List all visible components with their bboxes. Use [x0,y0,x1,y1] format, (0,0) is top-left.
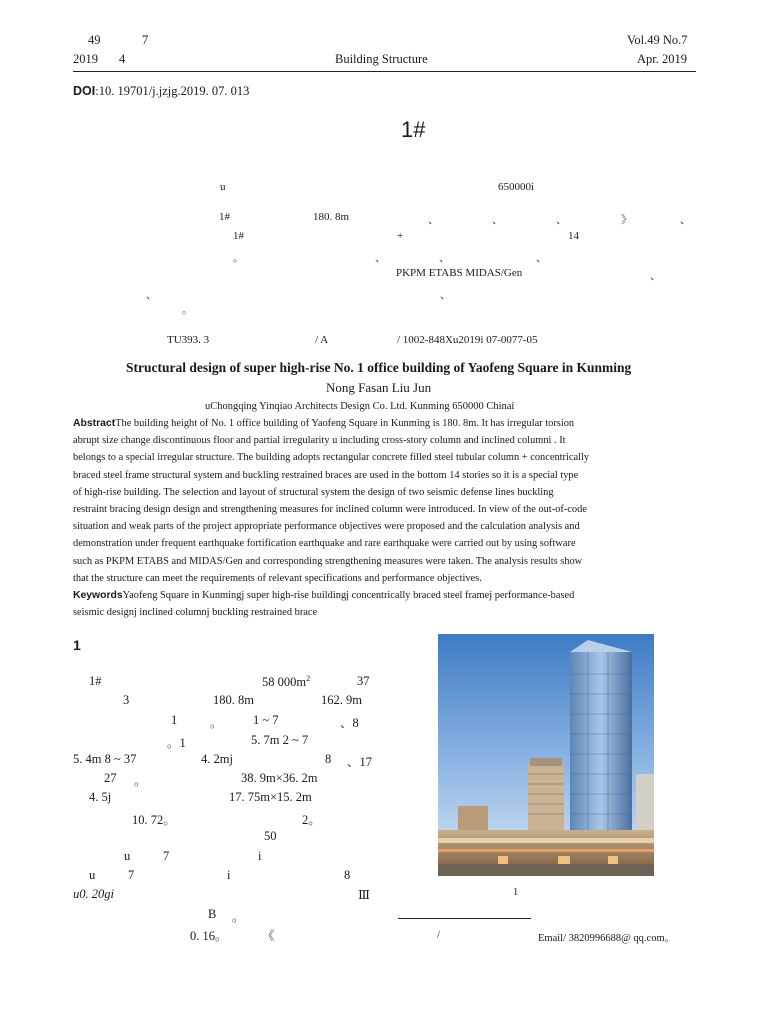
header-issue: 7 [142,33,149,47]
body-fragment: 1 ~ 7 [253,713,279,727]
building-photo [438,634,654,876]
cn-abs-fragment: 、 [492,214,503,226]
en-affiliation: uChongqing Yinqiao Architects Design Co. Ltd. Kunming 650000 Chinai [205,401,515,412]
body-fragment: u [124,849,131,863]
document-code: / A [315,334,329,346]
body-fragment: 、17 [347,755,373,769]
body-fragment: 4. 5j [89,790,112,804]
footnote-rule [398,918,531,919]
cn-abs-fragment: 、 [439,252,450,264]
keywords-label: Keywords [73,590,123,602]
cn-abs-fragment: 》 [621,214,632,226]
body-fragment: 、8 [340,716,359,730]
cn-abs-fragment: 、 [556,214,567,226]
body-fragment: 。 [134,774,147,788]
cn-abs-fragment: 、 [428,214,439,226]
cn-abs-fragment: 、 [375,252,386,264]
header-rule [73,71,696,72]
body-fragment: 1# [89,674,102,688]
body-fragment: 38. 9m×36. 2m [241,771,318,785]
body-fragment: 1 [171,713,178,727]
body-fragment: i [258,849,262,863]
cn-abs-fragment: 1# [219,211,230,223]
body-fragment: 162. 9m [321,693,362,707]
author-email: Email/ 3820996688@ qq.com。 [538,933,676,944]
body-fragment: 。 [210,716,223,730]
abstract-line: restraint bracing design design and strengthening measures for inclined column were introduced. In view of the out-of-code [73,504,587,516]
doi-line [73,84,249,99]
body-fragment: 5. 4m 8 ~ 37 [73,752,137,766]
body-fragment: 4. 2mj [201,752,233,766]
cn-abs-fragment: 、 [440,289,451,301]
cn-abs-fragment: 、 [680,214,691,226]
article-id: / 1002-848Xu2019i 07-0077-05 [397,334,538,346]
clc-number: TU393. 3 [167,334,210,346]
body-fragment: 37 [357,674,370,688]
superscript: 2 [306,674,311,683]
footnote-slash: / [437,930,440,941]
header-volume: 49 [88,33,101,47]
cn-abs-fragment: 180. 8m [313,211,350,223]
cn-abs-fragment: 、 [146,289,157,301]
cn-abs-fragment: + [397,230,404,242]
abstract-line: abrupt size change discontinuous floor and partial irregularity u including cross-story column and inclined columni . It [73,435,566,447]
abstract-label: Abstract [73,418,116,429]
en-title: Structural design of super high-rise No. 1 office building of Yaofeng Square in Kunming [126,360,632,375]
body-fragment: 3 [123,693,130,707]
keywords-line: KeywordsYaofeng Square in Kunmingj super high-rise buildingj concentrically braced steel framej performance-based [73,590,575,602]
keywords-line: seismic designj inclined columnj buckling restrained brace [73,607,318,619]
abstract-line: demonstration under frequent earthquake fortification earthquake and rare earthquake were carried out by using software [73,538,576,550]
abstract-line: that the structure can meet the requirements of relevant specifications and performance objectives. [73,572,482,584]
body-fragment: 。 [232,910,245,924]
header-journal: Building Structure [335,52,428,66]
cn-abs-software: PKPM ETABS MIDAS/Gen [396,267,523,279]
figure-label: 1 [513,887,519,898]
header-year: 2019 [73,52,98,66]
header-date: Apr. 2019 [637,52,687,66]
body-fragment: 0. 16。 [190,929,228,943]
body-fragment: 2。 [302,813,321,827]
cn-abs-fragment: 、 [650,270,661,282]
en-abstract [73,415,669,621]
cn-author-fragment: u [220,181,226,193]
cn-abs-fragment: 。 [233,252,244,264]
header-month: 4 [119,52,126,66]
header-vol-no: Vol.49 No.7 [627,33,688,47]
abstract-line: braced steel frame structural system and buckling restrained braces are used in the bottom 14 stories so it is a special type [73,469,579,481]
cn-abs-fragment: 、 [536,252,547,264]
abstract-line: situation and weak parts of the project appropriate performance objectives were proposed and the calculation analysis and [73,521,580,533]
cn-abs-fragment: 14 [568,230,579,242]
body-fragment: 8 [325,752,332,766]
abstract-line: of high-rise building. The selection and layout of structural system the design of two seismic defense lines buckling [73,486,554,498]
body-fragment: 。1 [167,736,186,750]
body-fragment: 7 [128,868,135,882]
doi-value: :10. 19701/j.jzjg.2019. 07. 013 [95,84,250,98]
doi-label: DOI [73,84,96,98]
body-fragment: i [227,868,231,882]
body-fragment: u [89,868,96,882]
body-fragment: 58 $000m^2$ [262,674,311,690]
section-number: 1 [73,637,81,653]
abstract-line: AbstractThe building height of No. 1 office building of Yaofeng Square in Kunming is 180. 8m. It has irregular torsion [73,418,575,429]
building-rendering [438,634,654,876]
cn-postcode: 650000i [498,181,535,193]
abstract-line: belongs to a special irregular structure. The building adopts rectangular concrete filled steel tubular column + concentrically [73,452,590,464]
body-fragment: 《 [262,929,275,943]
body-fragment: 8 [344,868,351,882]
cn-abs-fragment: 。 [182,304,193,316]
body-fragment: 17. 75m×15. 2m [229,790,312,804]
cn-abs-fragment: 1# [233,230,244,242]
body-fragment: 27 [104,771,117,785]
body-fragment: 50 [264,829,277,843]
body-fragment: 5. 7m 2 ~ 7 [251,733,309,747]
body-fragment: Ⅲ [358,888,371,902]
body-fragment: u0. 20gi [73,887,114,901]
en-authors: Nong Fasan Liu Jun [326,380,432,395]
body-fragment: B [208,907,217,921]
cn-title: 1# [401,117,426,142]
body-fragment: 180. 8m [213,693,254,707]
abstract-line: such as PKPM ETABS and MIDAS/Gen and corresponding strengthening measures were taken. The analysis results show [73,555,583,567]
body-fragment: 10. 72。 [132,813,176,827]
body-fragment: 7 [163,849,170,863]
